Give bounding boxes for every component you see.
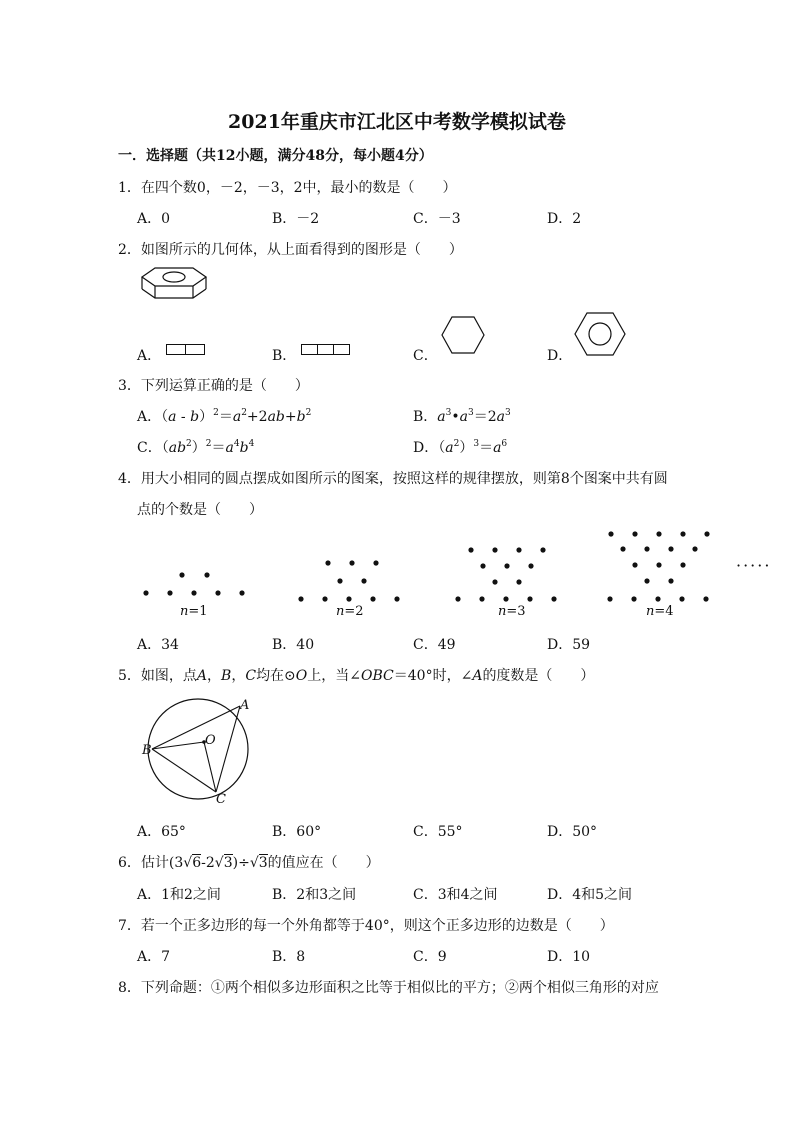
q5-point: C xyxy=(245,668,257,684)
q1-option-a[interactable]: A．0 xyxy=(137,211,171,227)
sqrt-icon: √ xyxy=(214,855,224,871)
q3d-exp: 2 xyxy=(453,439,460,449)
q2-option-b[interactable]: B． xyxy=(272,348,297,364)
q5-text: 的度数是（ ） xyxy=(482,668,595,684)
fig-label-o: O xyxy=(205,733,216,748)
q5-text: ， xyxy=(207,668,222,684)
question-4-stem-line2: 点的个数是（ ） xyxy=(137,502,263,518)
q3c-exp: 2 xyxy=(205,439,212,449)
q3d-exp: 3 xyxy=(473,439,480,449)
q5-option-b[interactable]: B．60° xyxy=(272,824,322,840)
q3b-prefix: B． xyxy=(413,409,438,425)
q2-option-a[interactable]: A． xyxy=(137,348,162,364)
question-8-stem: 8．下列命题：①两个相似多边形面积之比等于相似比的平方；②两个相似三角形的对应 xyxy=(118,980,659,996)
q7-option-a[interactable]: A．7 xyxy=(137,949,171,965)
q3a-plus: +2 xyxy=(246,409,268,425)
q3c-term: a xyxy=(225,440,234,456)
q3d-term: a xyxy=(493,440,502,456)
fig-label-c: C xyxy=(216,792,226,807)
pattern-n2 xyxy=(298,560,399,601)
q7-option-d[interactable]: D．10 xyxy=(547,949,591,965)
q3a-exp: 2 xyxy=(213,408,219,418)
hex-nut-figure xyxy=(140,266,210,300)
q1-option-d[interactable]: D．2 xyxy=(547,211,582,227)
q3a-plus: + xyxy=(284,409,297,425)
q3d-close: ） xyxy=(459,440,474,456)
q3d-exp: 6 xyxy=(501,439,508,449)
q3b-term: a xyxy=(459,409,469,425)
question-6-stem xyxy=(118,852,380,872)
q2-option-b-figure xyxy=(301,344,351,356)
q4-option-b[interactable]: B．40 xyxy=(272,637,315,653)
q3a-exp: 2 xyxy=(305,408,312,418)
sqrt-icon: √ xyxy=(183,855,193,871)
pattern-ellipsis: ····· xyxy=(736,556,772,575)
pattern-label-n1: n=1 xyxy=(180,604,208,619)
q3c-exp: 4 xyxy=(248,439,255,449)
q3b-term: a xyxy=(496,409,506,425)
pattern-n4 xyxy=(607,531,709,601)
q3a-eq: ＝ xyxy=(218,409,233,425)
q3a-term: b xyxy=(296,409,306,425)
q5-option-a[interactable]: A．65° xyxy=(137,824,186,840)
question-3-stem: 3．下列运算正确的是（ ） xyxy=(118,378,309,394)
q5-text: 5．如图，点 xyxy=(118,668,197,684)
q3c-exp: 2 xyxy=(186,439,192,449)
q5-text: 上，当∠ xyxy=(307,668,362,684)
question-4-stem-line1: 4．用大小相同的圆点摆成如图所示的图案，按照这样的规律摆放，则第8个图案中共有圆 xyxy=(118,471,668,487)
q4-option-d[interactable]: D．59 xyxy=(547,637,591,653)
q6-option-a[interactable]: A．1和2之间 xyxy=(137,887,221,903)
q3b-exp: 3 xyxy=(445,408,452,418)
pattern-n1 xyxy=(143,572,244,595)
q6-radicand: 3 xyxy=(258,855,268,871)
question-7-stem: 7．若一个正多边形的每一个外角都等于40°，则这个正多边形的边数是（ ） xyxy=(118,918,614,934)
q1-option-b[interactable]: B．－2 xyxy=(272,211,320,227)
q5-point: B xyxy=(221,668,232,684)
q3c-prefix: C．（ xyxy=(137,440,169,456)
q5-point: A xyxy=(472,668,483,684)
pattern-label-n2: n=2 xyxy=(336,604,364,619)
q3a-var: b xyxy=(190,409,200,425)
q3d-term: a xyxy=(445,440,454,456)
q5-text: 均在⊙ xyxy=(256,668,296,684)
pattern-label-n3: n=3 xyxy=(498,604,526,619)
question-5-stem xyxy=(118,665,594,685)
q5-option-d[interactable]: D．50° xyxy=(547,824,598,840)
q5-option-c[interactable]: C．55° xyxy=(413,824,463,840)
q3a-prefix: A．（ xyxy=(137,409,169,425)
q3a-minus: - xyxy=(176,409,191,425)
q3c-exp: 4 xyxy=(233,439,240,449)
q1-option-c[interactable]: C．－3 xyxy=(413,211,461,227)
q7-option-b[interactable]: B．8 xyxy=(272,949,306,965)
q4-option-a[interactable]: A．34 xyxy=(137,637,179,653)
question-2-stem: 2．如图所示的几何体，从上面看得到的图形是（ ） xyxy=(118,242,463,258)
q3c-term: ab xyxy=(168,440,187,456)
q3a-var: a xyxy=(168,409,177,425)
section-heading: 一．选择题（共12小题，满分48分，每小题4分） xyxy=(118,148,433,164)
q5-angle: OBC xyxy=(361,668,394,684)
q6-radicand: 3 xyxy=(223,855,233,871)
q6-expr: (3 xyxy=(168,855,184,871)
q2-option-c-hexagon xyxy=(441,316,485,356)
fig-label-a: A xyxy=(240,698,250,713)
q3a-term: ab xyxy=(267,409,285,425)
q5-text: ＝40°时，∠ xyxy=(393,668,473,684)
q7-option-c[interactable]: C．9 xyxy=(413,949,447,965)
q3a-term: a xyxy=(232,409,242,425)
q3-option-a[interactable] xyxy=(137,406,311,426)
q3-option-c[interactable] xyxy=(137,437,254,457)
q6-radicand: 6 xyxy=(192,855,202,871)
q3b-exp: 3 xyxy=(505,408,511,418)
q3-option-d[interactable] xyxy=(413,437,507,457)
question-1-stem: 1．在四个数0，－2，－3，2中，最小的数是（ ） xyxy=(118,180,457,196)
dot-pattern-figure xyxy=(135,525,794,620)
q3b-eq: ＝2 xyxy=(473,409,497,425)
q6-text: 6．估计 xyxy=(118,855,169,871)
q4-option-c[interactable]: C．49 xyxy=(413,637,456,653)
q3c-close: ） xyxy=(191,440,206,456)
page-title: 2021年重庆市江北区中考数学模拟试卷 xyxy=(228,111,566,133)
q3b-exp: 3 xyxy=(468,408,474,418)
q5-point: O xyxy=(295,668,308,684)
fig-label-b: B xyxy=(142,743,152,758)
q5-point: A xyxy=(196,668,208,684)
q3d-eq: ＝ xyxy=(479,440,494,456)
q3d-prefix: D．（ xyxy=(413,440,446,456)
q2-option-c[interactable]: C． xyxy=(413,348,438,364)
sqrt-icon: √ xyxy=(249,855,259,871)
q2-option-a-figure xyxy=(166,344,206,356)
q2-option-d[interactable]: D． xyxy=(547,348,573,364)
q3b-dot: • xyxy=(451,409,460,425)
q3c-eq: ＝ xyxy=(211,440,226,456)
q2-option-d-hexagon-circle xyxy=(574,312,626,358)
q5-text: ， xyxy=(231,668,246,684)
q3b-term: a xyxy=(437,409,446,425)
q3-option-b[interactable] xyxy=(413,406,511,426)
q3a-exp: 2 xyxy=(241,408,247,418)
q3a-close: ） xyxy=(199,409,214,425)
q6-option-d[interactable]: D．4和5之间 xyxy=(547,887,633,903)
q3c-term: b xyxy=(239,440,249,456)
q6-text: 的值应在（ ） xyxy=(267,855,380,871)
q6-expr: )÷ xyxy=(232,855,250,871)
q6-option-b[interactable]: B．2和3之间 xyxy=(272,887,357,903)
q6-option-c[interactable]: C．3和4之间 xyxy=(413,887,498,903)
pattern-label-n4: n=4 xyxy=(646,604,674,619)
pattern-n3 xyxy=(455,547,556,601)
q6-expr: -2 xyxy=(201,855,215,871)
